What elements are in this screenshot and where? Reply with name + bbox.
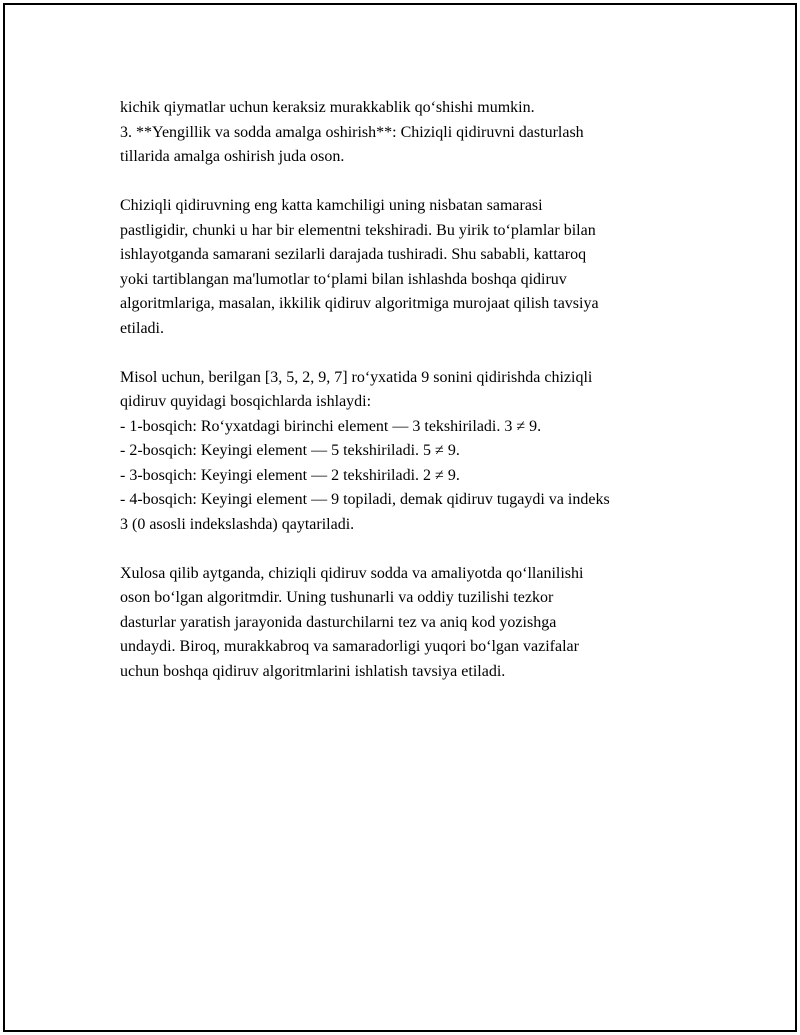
text-line: qidiruv quyidagi bosqichlarda ishlaydi:	[120, 393, 372, 410]
text-line: etiladi.	[120, 319, 164, 337]
text-line: uchun boshqa qidiruv algoritmlarini ishlatish tavsiya etiladi.	[120, 662, 506, 680]
text-line: Misol uchun, berilgan [3, 5, 2, 9, 7] ro‘yxatida 9 sonini qidirishda chiziqli	[120, 368, 593, 386]
list-item-step-4: - 4-bosqich: Keyingi element — 9 topiladi, demak qidiruv tugaydi va indeks	[120, 491, 610, 508]
paragraph-conclusion	[120, 562, 710, 685]
list-item-step-1: - 1-bosqich: Ro‘yxatdagi birinchi element — 3 tekshiriladi. 3 ≠ 9.	[120, 417, 542, 435]
list-item-step-2: - 2-bosqich: Keyingi element — 5 tekshiriladi. 5 ≠ 9.	[120, 442, 460, 459]
text-line: kichik qiymatlar uchun keraksiz murakkablik qo‘shishi mumkin.	[120, 99, 535, 116]
text-line: pastligidir, chunki u har bir elementni tekshiradi. Bu yirik to‘plamlar bilan	[120, 221, 596, 239]
text-line: yoki tartiblangan ma'lumotlar to‘plami bilan ishlashda boshqa qidiruv	[120, 270, 567, 288]
list-item-step-3: - 3-bosqich: Keyingi element — 2 tekshiriladi. 2 ≠ 9.	[120, 466, 460, 484]
text-line: ishlayotganda samarani sezilarli darajada tushiradi. Shu sababli, kattaroq	[120, 246, 587, 263]
text-line: Chiziqli qidiruvning eng katta kamchiligi uning nisbatan samarasi	[120, 197, 543, 214]
text-line: undaydi. Biroq, murakkabroq va samaradorligi yuqori bo‘lgan vazifalar	[120, 638, 579, 655]
document-body	[120, 96, 710, 709]
text-line: 3 (0 asosli indekslashda) qaytariladi.	[120, 515, 355, 533]
text-line: 3. **Yengillik va sodda amalga oshirish**: Chiziqli qidiruvni dasturlash	[120, 123, 584, 141]
text-line: oson bo‘lgan algoritmdir. Uning tushunarli va oddiy tuzilishi tezkor	[120, 589, 554, 606]
document-page	[3, 3, 797, 1032]
text-line: tillarida amalga oshirish juda oson.	[120, 148, 345, 165]
paragraph-example	[120, 366, 710, 538]
paragraph-intro-end	[120, 96, 710, 170]
text-line: Xulosa qilib aytganda, chiziqli qidiruv sodda va amaliyotda qo‘llanilishi	[120, 564, 584, 582]
text-line: dasturlar yaratish jarayonida dasturchilarni tez va aniq kod yozishga	[120, 613, 557, 631]
text-line: algoritmlariga, masalan, ikkilik qidiruv algoritmiga murojaat qilish tavsiya	[120, 295, 599, 312]
paragraph-drawback	[120, 194, 710, 341]
